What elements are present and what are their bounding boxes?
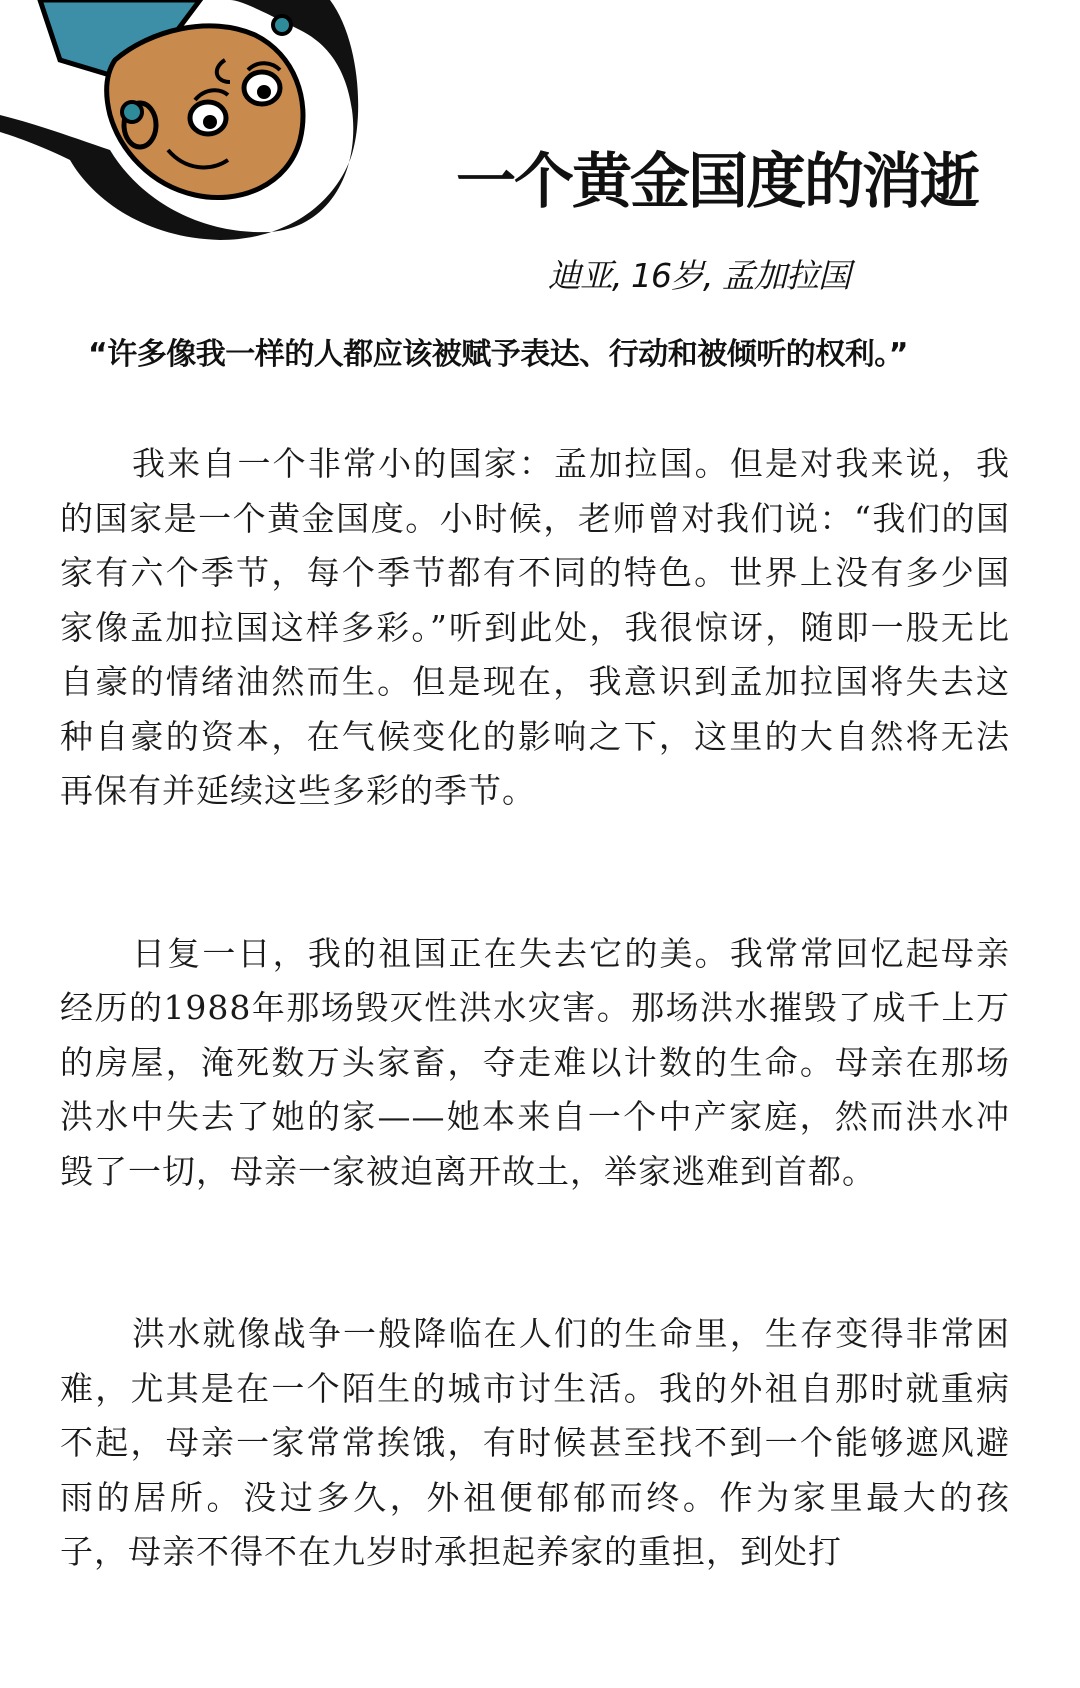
article-title: 一个黄金国度的消逝 (456, 147, 978, 217)
paragraph: 日复一日，我的祖国正在失去它的美。我常常回忆起母亲经历的1988年那场毁灭性洪水灾害。那场洪水摧毁了成千上万的房屋，淹死数万头家畜，夺走难以计数的生命。母亲在那场洪水中失去了她的家——她本来自一个中产家庭，然而洪水冲毁了一切，母亲一家被迫离开故土，举家逃难到首都。 (60, 933, 1010, 1191)
pull-quote: “许多像我一样的人都应该被赋予表达、行动和被倾听的权利。” (88, 337, 908, 372)
article-byline: 迪亚, 16岁, 孟加拉国 (548, 256, 850, 295)
paragraph: 洪水就像战争一般降临在人们的生命里，生存变得非常困难，尤其是在一个陌生的城市讨生活。我的外祖自那时就重病不起，母亲一家常常挨饿，有时候甚至找不到一个能够遮风避雨的居所。没过多久，外祖便郁郁而终。作为家里最大的孩子，母亲不得不在九岁时承担起养家的重担，到处打 (60, 1314, 1010, 1571)
paragraph: 我来自一个非常小的国家：孟加拉国。但是对我来说，我的国家是一个黄金国度。小时候，老师曾对我们说：“我们的国家有六个季节，每个季节都有不同的特色。世界上没有多少国家像孟加拉国这样多彩。”听到此处，我很惊讶，随即一股无比自豪的情绪油然而生。但是现在，我意识到孟加拉国将失去这种自豪的资本，在气候变化的影响之下，这里的大自然将无法再保有并延续这些多彩的季节。 (60, 444, 1010, 810)
earring-top (273, 16, 291, 34)
article-body (60, 437, 1010, 1688)
earring-bottom (122, 102, 142, 122)
girl-illustration (0, 0, 380, 250)
